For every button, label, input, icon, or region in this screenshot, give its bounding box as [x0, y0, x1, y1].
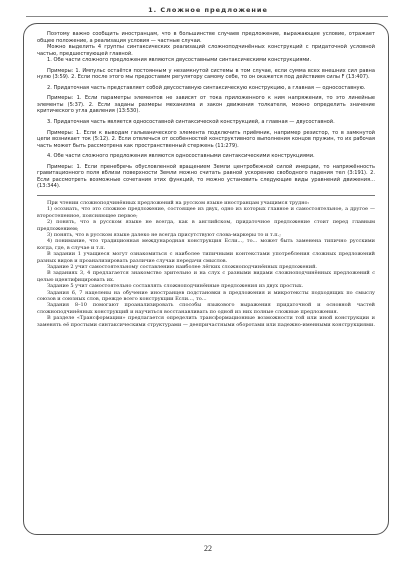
methodology-paragraph: 2) понять, что в русском языке не всегда, как в английском, придаточное предложение стоит перед главным предложением;	[37, 219, 375, 232]
methodology-paragraph: В задании 1 учащиеся могут ознакомиться с наиболее типичными контекстами употребления сложных предложений разных видов и проанализировать различие случаи передачи смыслов.	[37, 251, 375, 264]
group-heading-4: 4. Обе части сложного предложения являются односоставными синтаксическими конструкциями.	[47, 153, 315, 160]
intro-paragraph: Можно выделить 4 группы синтаксических реализаций сложноподчинённых конструкций с придаточной условной частью, предшествующей главной.	[37, 44, 375, 57]
header-divider	[26, 16, 388, 17]
group-heading-1: 1. Обе части сложного предложения являются двусоставными синтаксическими конструкциями.	[47, 57, 312, 64]
methodology-paragraph: В разделе «Трансформации» предлагается определить трансформационные возможности той или иной конструкции и заменять её простыми синтаксическими структурами — деепричастными оборотами или падежно-именными конструкциями.	[37, 315, 375, 328]
methodology-paragraph: 3) понять, что в русском языке далеко не всегда присутствуют слова-маркеры то и т.п.;	[47, 231, 281, 238]
page-number: 22	[204, 544, 212, 553]
running-header: 1. Сложное предложение	[148, 6, 268, 14]
group-heading-2: 2. Придаточная часть представляет собой двусоставную синтаксическую конструкцию, а главная — односоставную.	[47, 84, 366, 91]
example-block-1: Примеры: 1. Импульс остаётся постоянным у незамкнутой системы в том случае, если сумма всех внешних сил равна нулю (3:59). 2. Если после этого мы предоставим регулятору самому себе, то он окажется под действием силы F (13:407).	[37, 67, 375, 81]
methodology-paragraph: При чтении сложноподчинённых предложений на русском языке иностранцам учащимся трудно:	[47, 199, 310, 206]
methodology-paragraph: Задания 6, 7 нацелены на обучение иностранцев подстановки в предложения и микротексты подходящих по смыслу союзов и союзных слов, прежде всего конструкции Если..., то...	[37, 289, 375, 303]
group-heading-3: 3. Придаточная часть является односоставной синтаксической конструкцией, а главная — двусоставной.	[47, 119, 335, 126]
intro-paragraph: Поэтому важно сообщить иностранцам, что в большинстве случаев предложение, выражающее условие, отражает общее положение, а реализация условия — частные случаи.	[37, 31, 375, 44]
example-block-4: Примеры: 1. Если пренебречь обусловленной вращением Земли центробежной силой инерции, то напряжённость гравитационного поля вблизи поверхности Земли можно считать равной ускорению свободного падения тел (3:191). 2. Если рассмотреть возможные сочетания этих функций, то можно установить следующие виды уравнений движения... (13:344).	[37, 163, 375, 190]
example-block-2: Примеры: 1. Если параметры элементов не зависят от тока приложенного к ним напряжения, то это линейные элементы (5:37). 2. Если заданы размеры механизма и закон движения толкателя, можно определить значение критического угла давления (13:530).	[37, 95, 375, 115]
methodology-paragraph: Задание 2 учит самостоятельному составлению наиболее лёгких сложноподчинённых предложений.	[47, 264, 317, 270]
methodology-paragraph: В заданиях 3, 4 предлагается знакомство зрительно и на слух с разными видами сложноподчинённых предложений с целью идентифицировать их.	[37, 270, 375, 283]
methodology-paragraph: 1) осознать, что это сложное предложение, состоящее из двух, одно из которых главное и самостоятельное, а другое — второстепенное, поясняющее первое;	[37, 206, 375, 219]
methodology-paragraph: Задание 5 учит самостоятельно составлять сложноподчинённые предложения из двух простых.	[47, 283, 304, 290]
methodology-section	[37, 200, 375, 328]
content-frame	[23, 23, 389, 535]
example-block-3: Примеры: 1. Если к выводам гальванического элемента подключить приёмник, например резистор, то в замкнутой цепи возникает ток (5:12). 2. Если отвлечься от особенностей конструктивного выполнения концов пружин, то их рабочая часть может быть рассмотрена как пространственный стержень (11:279).	[37, 129, 375, 149]
methodology-paragraph: 4) понимание, что традиционная международная конструкция Если..., то... может быть заменена типично русскими когда, где, в случае и т.п.	[37, 238, 375, 251]
section-divider	[37, 195, 375, 196]
methodology-paragraph: Задания 8–10 помогают проанализировать способы языкового выражения придаточной и основной частей сложноподчинённых конструкций и научиться восстанавливать по одной из них полные сложные предложения.	[37, 302, 375, 315]
